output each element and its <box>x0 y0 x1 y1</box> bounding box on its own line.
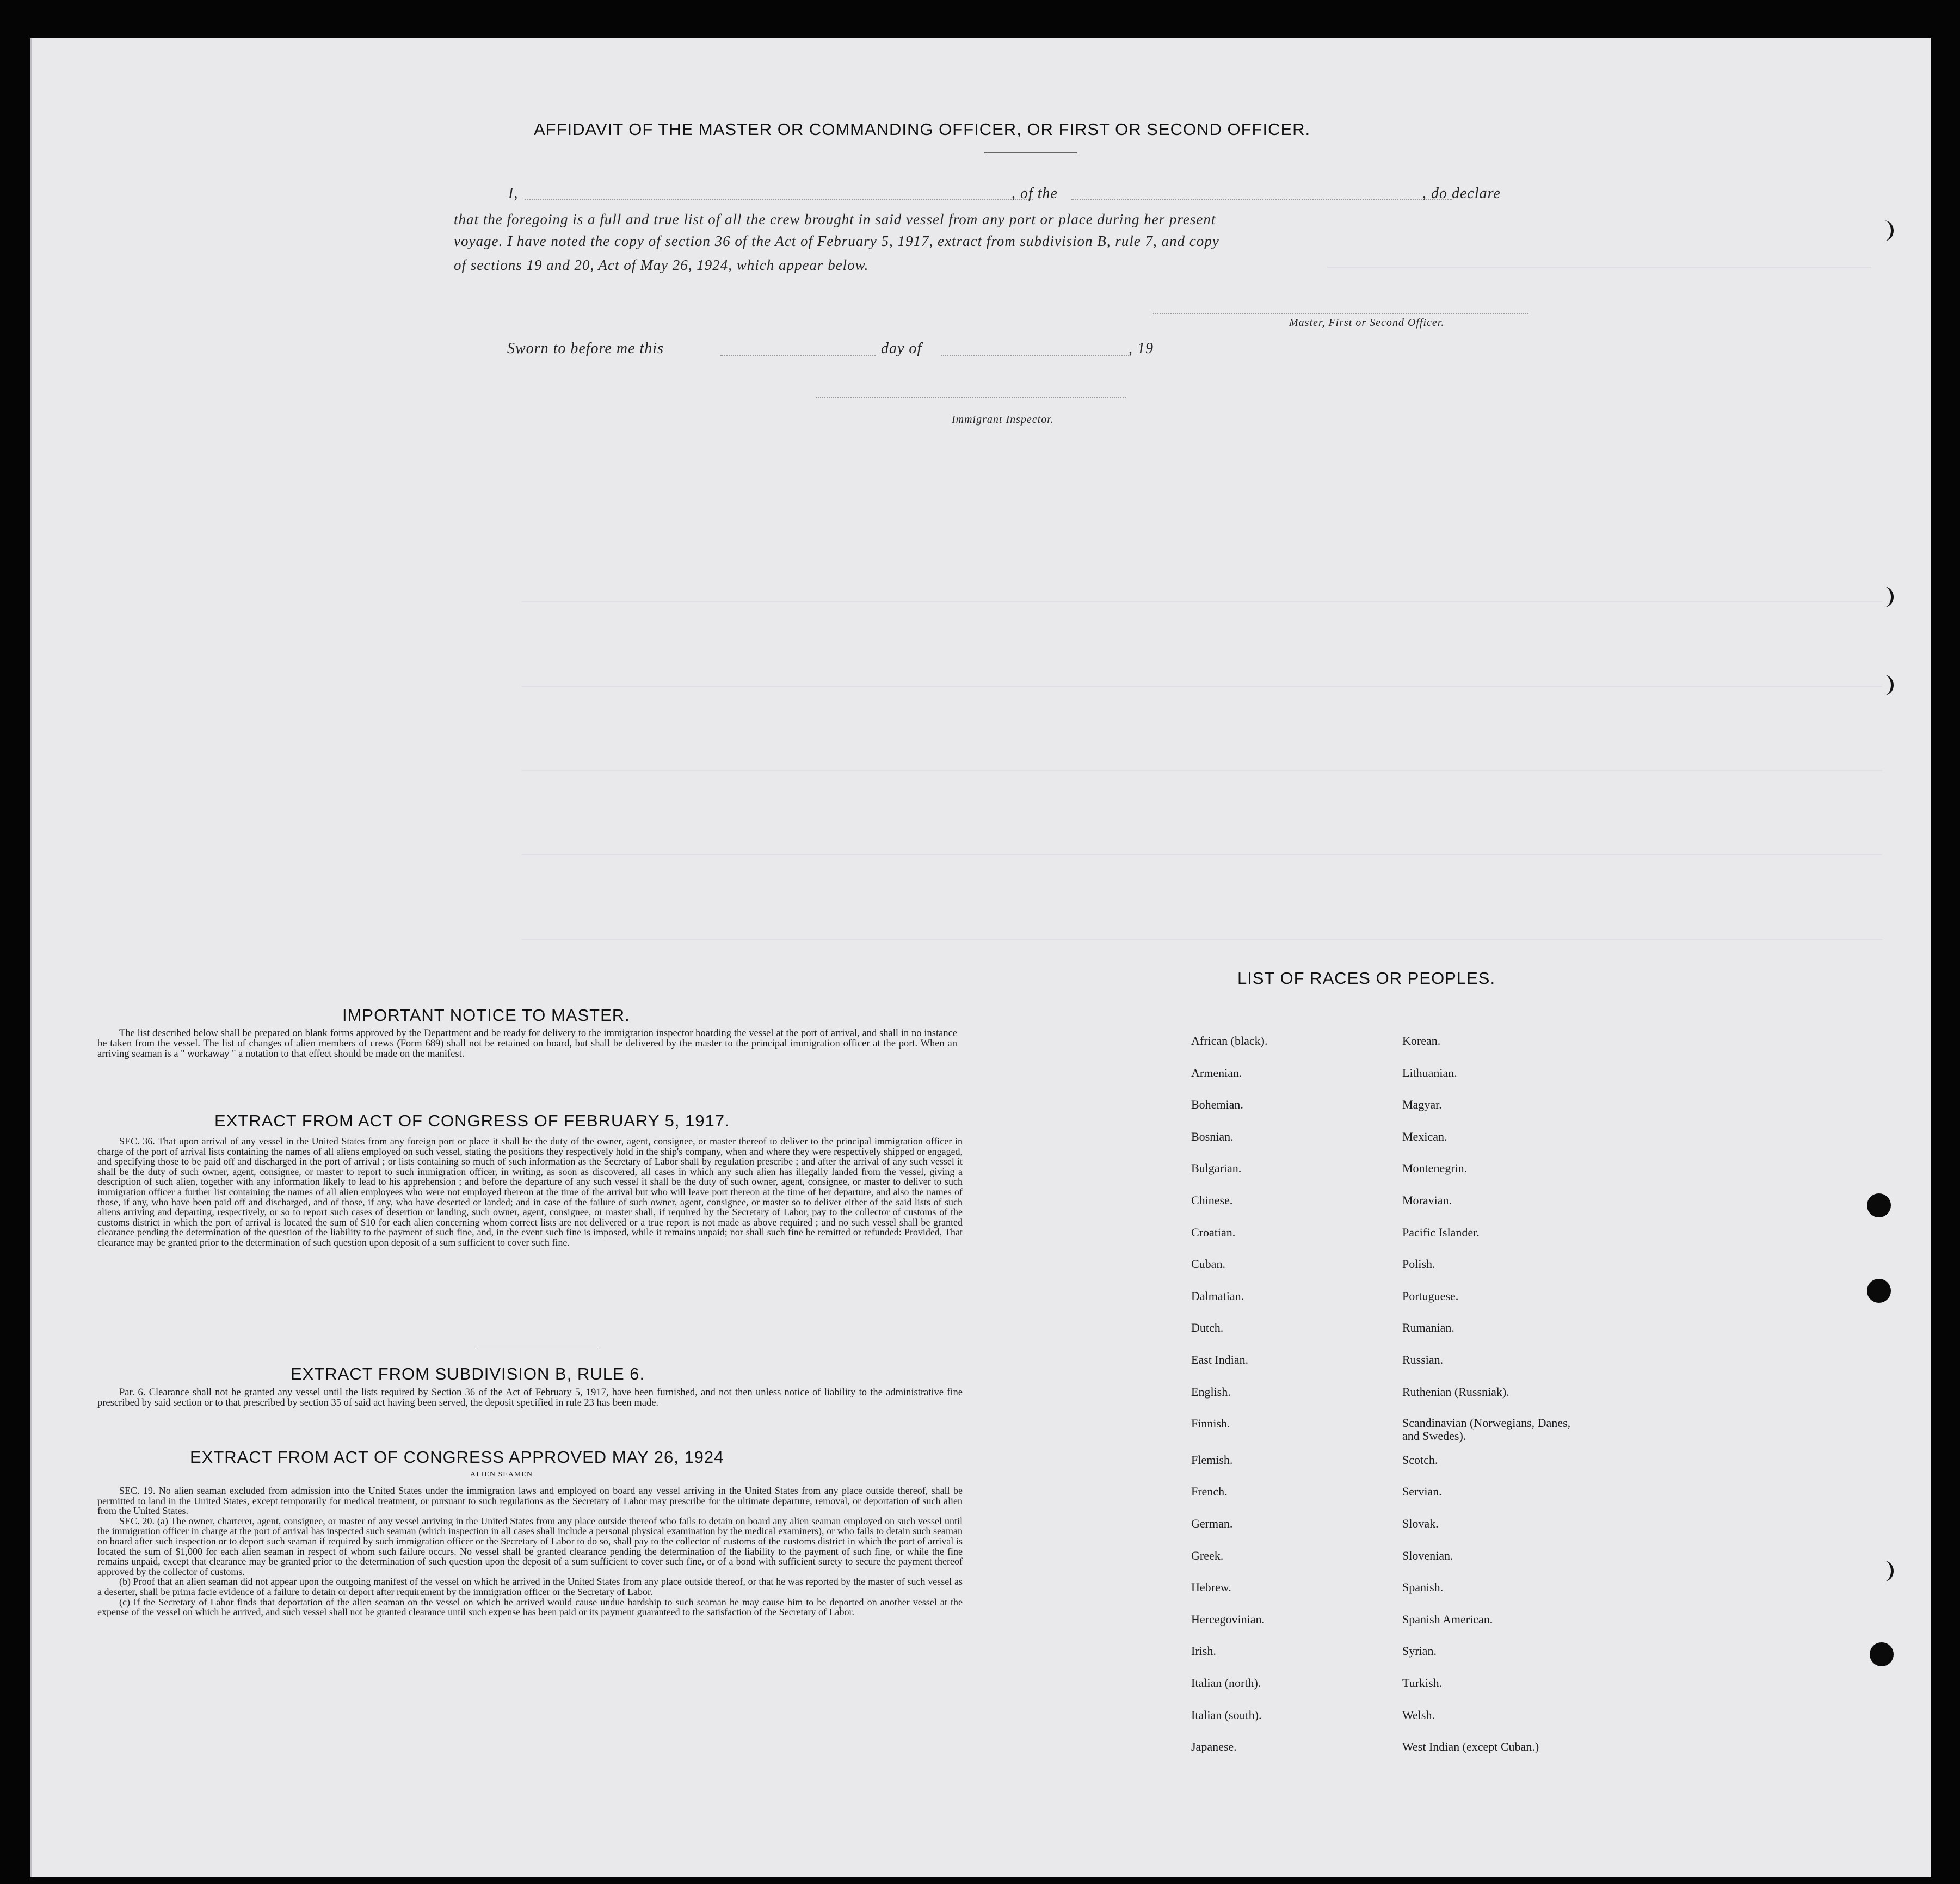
race-item: Hebrew. <box>1191 1580 1231 1594</box>
race-item: Lithuanian. <box>1402 1066 1457 1080</box>
bleed-through-heading <box>293 106 303 133</box>
race-item: Greek. <box>1191 1548 1224 1562</box>
race-item: Rumanian. <box>1402 1321 1454 1335</box>
race-item: Montenegrin. <box>1402 1161 1468 1175</box>
sec20c-paragraph: (c) If the Secretary of Labor finds that deportation of the alien seaman on the vessel on which he arrived would cause undue hardship to such seaman he may cause him to be deported on another vessel at the expense of the vessel on which he arrived, and such vessel shall not be granted clearance until such expense has been paid or its payment guaranteed to the satisfaction of the Secretary of Labor. <box>97 1596 963 1618</box>
race-item: Slovak. <box>1402 1517 1439 1530</box>
race-item: Spanish. <box>1402 1580 1444 1594</box>
extract-1917-title: EXTRACT FROM ACT OF CONGRESS OF FEBRUARY 5, 1917. <box>214 1111 730 1130</box>
extract-1924-title: EXTRACT FROM ACT OF CONGRESS APPROVED MAY 26, 1924 <box>190 1448 724 1467</box>
affidavit-title: AFFIDAVIT OF THE MASTER OR COMMANDING OFFICER, OR FIRST OR SECOND OFFICER. <box>534 120 1311 139</box>
inspector-signature-blank <box>816 397 1126 398</box>
punch-hole <box>1870 1642 1894 1666</box>
race-item: French. <box>1191 1485 1228 1499</box>
affidavit-line-4: of sections 19 and 20, Act of May 26, 1924, which appear below. <box>454 257 869 273</box>
race-item: Italian (north). <box>1191 1676 1261 1690</box>
affidavit-line-2: that the foregoing is a full and true list of all the crew brought in said vessel from any port or place during her present <box>454 211 1216 227</box>
document-page <box>30 38 1931 1877</box>
punch-hole <box>1867 1279 1891 1303</box>
race-item: Hercegovinian. <box>1191 1612 1265 1626</box>
race-item: Croatian. <box>1191 1225 1236 1239</box>
day-of-text: day of <box>881 340 922 357</box>
extract-1924-text <box>97 1486 963 1617</box>
race-item: Pacific Islander. <box>1402 1225 1480 1239</box>
section-36-paragraph: SEC. 36. That upon arrival of any vessel in the United States from any foreign port or place it shall be the duty of the owner, agent, consignee, or master thereof to deliver to the principal immigration officer in charge of the port of arrival lists containing the names of all aliens employed on such vessel, stating the positions they respectively hold in the ship's company, when and where they were respectively shipped or engaged, and specifying those to be paid off and discharged in the port of arrival ; or lists containing so much of such information as the Secretary of Labor shall by regulation prescribe ; and after the arrival of any such vessel it shall be the duty of such owner, agent, consignee, or master to report to such immigration officer, in writing, as soon as discovered, all cases in which any such alien has illegally landed from the vessel, giving a description of such alien, together with any information likely to lead to his apprehension ; and before the departure of any such vessel it shall be the duty of such owner, agent, consignee, or master to deliver to such immigration officer a further list containing the names of all alien employees who were not employed thereon at the time of the arrival but who will leave port thereon at the time of her departure, and also the names of those, if any, who have been paid off and discharged, and of those, if any, who have deserted or landed; and in case of the failure of such owner, agent, consignee, or master so to deliver either of the said lists of such aliens arriving and departing, respectively, or so to report such cases of desertion or landing, such owner, agent, consignee, or master shall, if required by the Secretary of Labor, pay to the collector of customs of the customs district in which the port of arrival is located the sum of $10 for each alien concerning whom correct lists are not delivered or a true report is not made as above required ; and no such vessel shall be granted clearance pending the determination of the question of the liability to the payment of such fine, and, in the event such fine is imposed, while it remains unpaid; nor shall such fine be remitted or refunded: Provided, That clearance may be granted prior to the determination of such question upon deposit of a sum sufficient to cover such fine. <box>97 1136 963 1248</box>
race-item: Ruthenian (Russniak). <box>1402 1384 1509 1399</box>
race-item: Syrian. <box>1402 1644 1437 1658</box>
race-item: Scandinavian (Norwegians, Danes, and Swedes). <box>1402 1416 1571 1443</box>
vessel-blank <box>1071 199 1452 200</box>
race-item: Dutch. <box>1191 1321 1224 1335</box>
race-item: Dalmatian. <box>1191 1289 1244 1303</box>
race-item: African (black). <box>1191 1034 1268 1048</box>
race-item: Portuguese. <box>1402 1289 1459 1303</box>
notice-title: IMPORTANT NOTICE TO MASTER. <box>342 1006 630 1025</box>
punch-hole-edge <box>1875 587 1894 607</box>
affidavit-do-declare: , do declare <box>1422 185 1501 202</box>
race-item: English. <box>1191 1384 1231 1399</box>
year-prefix: , 19 <box>1129 340 1154 357</box>
race-item: Scotch. <box>1402 1452 1438 1467</box>
race-item: German. <box>1191 1517 1233 1530</box>
race-item: Russian. <box>1402 1353 1444 1366</box>
race-item: Mexican. <box>1402 1129 1447 1143</box>
name-blank <box>525 199 1033 200</box>
race-item: Servian. <box>1402 1485 1442 1499</box>
affidavit-line-3: voyage. I have noted the copy of section 36 of the Act of February 5, 1917, extract from subdivision B, rule 7, and copy <box>454 233 1219 249</box>
punch-hole-edge <box>1875 220 1894 241</box>
race-item: Polish. <box>1402 1257 1435 1271</box>
inspector-caption: Immigrant Inspector. <box>952 414 1054 426</box>
race-item: Chinese. <box>1191 1193 1233 1207</box>
race-item: Moravian. <box>1402 1193 1452 1207</box>
race-item: Flemish. <box>1191 1452 1233 1467</box>
race-item: East Indian. <box>1191 1353 1249 1366</box>
sec20b-paragraph: (b) Proof that an alien seaman did not appear upon the outgoing manifest of the vessel on which he arrived in the United States from any place outside thereof, or that he was reported by the master of such vessel as a deserter, shall be prima facie evidence of a failure to detain or deport after requirement by the immigration officer or the Secretary of Labor. <box>97 1576 963 1597</box>
signature-blank <box>1153 313 1528 314</box>
sec19-paragraph: SEC. 19. No alien seaman excluded from admission into the United States under the immigration laws and employed on board any vessel arriving in the United States from any place outside thereof, shall be permitted to land in the United States, except temporarily for medical treatment, or pursuant to such regulations as the Secretary of Labor may prescribe for the ultimate departure, removal, or deportation of such alien from the United States. <box>97 1485 963 1517</box>
races-title: LIST OF RACES OR PEOPLES. <box>1237 969 1496 988</box>
race-item: West Indian (except Cuban.) <box>1402 1740 1539 1754</box>
race-item: Korean. <box>1402 1034 1441 1048</box>
punch-hole-edge <box>1875 675 1894 695</box>
race-item: Spanish American. <box>1402 1612 1493 1626</box>
notice-paragraph: The list described below shall be prepared on blank forms approved by the Department and be ready for delivery to the immigration inspector boarding the vessel at the port of arrival, and shall in no instance be taken from the vessel. The list of changes of alien members of crews (Form 689) shall not be retained on board, but shall be delivered by the master to the principal immigration officer at the port. When an arriving seaman is a " workaway " a notation to that effect should be made on the manifest. <box>97 1028 957 1060</box>
notice-text <box>97 1029 957 1060</box>
punch-hole-edge <box>1875 1561 1894 1581</box>
sworn-month-blank <box>941 355 1131 356</box>
sworn-text: Sworn to before me this <box>507 340 664 357</box>
rule6-text <box>97 1388 963 1408</box>
race-item: Turkish. <box>1402 1676 1443 1690</box>
race-item: Armenian. <box>1191 1066 1242 1080</box>
race-item: Italian (south). <box>1191 1708 1262 1722</box>
sworn-day-blank <box>720 355 876 356</box>
punch-hole <box>1867 1193 1891 1217</box>
rule6-paragraph: Par. 6. Clearance shall not be granted any vessel until the lists required by Section 36 of the Act of February 5, 1917, have been furnished, and not then unless notice of liability to the administrative fine prescribed by said section or to that prescribed by section 35 of said act having been served, the deposit specified in rule 23 has been made. <box>97 1387 963 1408</box>
race-item: Irish. <box>1191 1644 1216 1658</box>
signature-caption: Master, First or Second Officer. <box>1289 317 1445 329</box>
affidavit-line-i: I, <box>508 185 519 202</box>
rule6-title: EXTRACT FROM SUBDIVISION B, RULE 6. <box>291 1364 645 1383</box>
race-item: Finnish. <box>1191 1417 1230 1431</box>
race-item: Bohemian. <box>1191 1098 1243 1112</box>
sec20a-paragraph: SEC. 20. (a) The owner, charterer, agent, consignee, or master of any vessel arriving in the United States from any place outside thereof who fails to detain on board any alien seaman employed on such vessel until the immigration officer in charge at the port of arrival has inspected such seaman (which inspection in all cases shall include a personal physical examination by the medical examiners), or who fails to detain such seaman on board after such inspection or to deport such seaman if required by such immigration officer or the Secretary of Labor to do so, shall pay to the collector of customs of the customs district in which the port of arrival is located the sum of $1,000 for each alien seaman in respect of whom such failure occurs. No vessel shall be granted clearance pending the determination of the liability to the payment of such fine, or while the fine remains unpaid, except that clearance may be granted prior to the determination of such question upon the deposit of a sum sufficient to cover such fine, or of a bond with sufficient surety to secure the payment thereof approved by the collector of customs. <box>97 1515 963 1577</box>
alien-seamen-subtitle: ALIEN SEAMEN <box>470 1470 533 1479</box>
race-item: Bulgarian. <box>1191 1161 1242 1175</box>
race-item: Japanese. <box>1191 1740 1237 1754</box>
race-item: Welsh. <box>1402 1708 1435 1722</box>
race-item: Slovenian. <box>1402 1548 1453 1562</box>
race-item: Magyar. <box>1402 1098 1442 1112</box>
affidavit-title-rule <box>984 152 1077 153</box>
extract-1917-text <box>97 1136 963 1248</box>
race-item: Bosnian. <box>1191 1129 1234 1143</box>
race-item: Cuban. <box>1191 1257 1225 1271</box>
affidavit-of-the: , of the <box>1012 185 1058 202</box>
